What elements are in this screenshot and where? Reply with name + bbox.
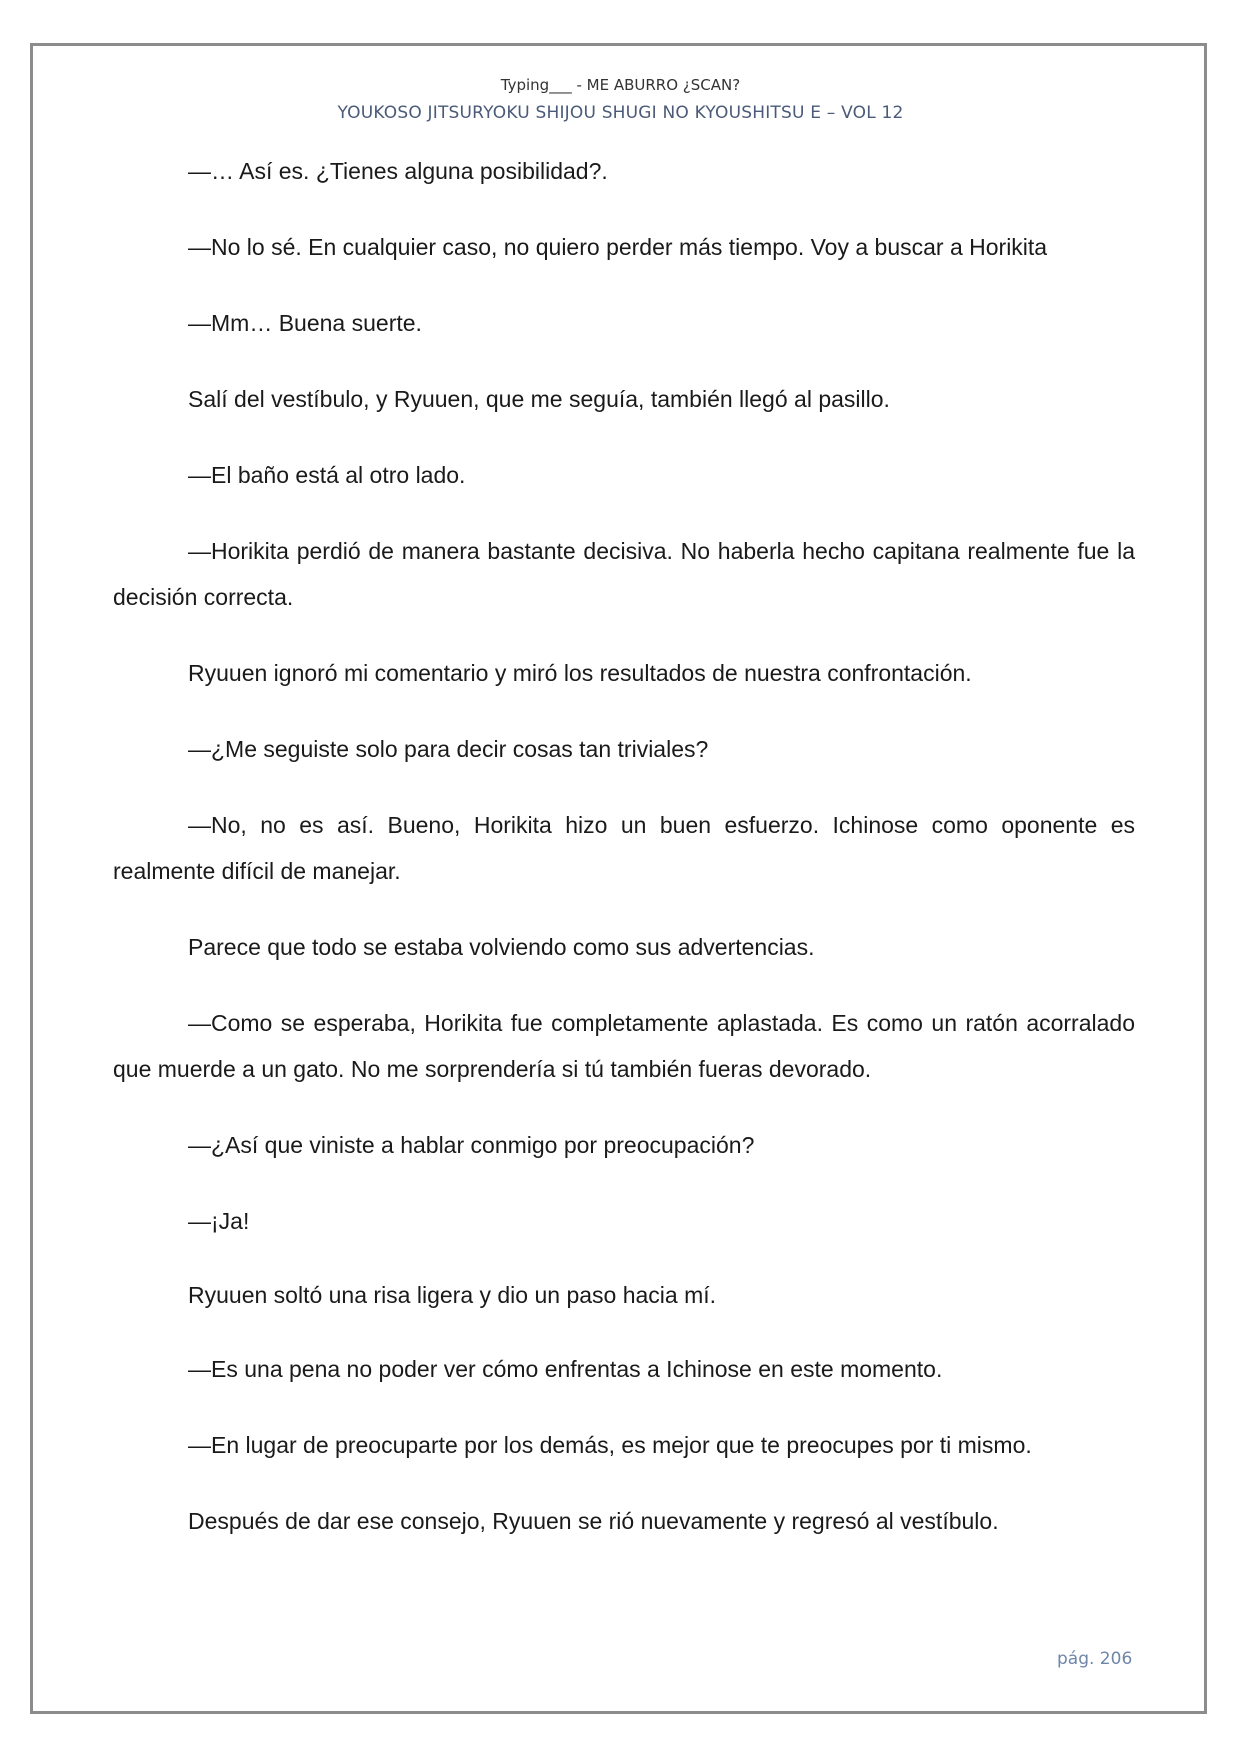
paragraph: —¿Me seguiste solo para decir cosas tan triviales?: [188, 736, 709, 762]
paragraph: —En lugar de preocuparte por los demás, es mejor que te preocupes por ti mismo.: [188, 1432, 1032, 1458]
paragraph: —… Así es. ¿Tienes alguna posibilidad?.: [188, 158, 608, 184]
paragraph: —Como se esperaba, Horikita fue completamente aplastada. Es como un ratón acorralado que muerde a un gato. No me sorprendería si tú también fueras devorado.: [113, 1010, 1135, 1082]
paragraph: —El baño está al otro lado.: [188, 462, 466, 488]
paragraph: —Es una pena no poder ver cómo enfrentas a Ichinose en este momento.: [188, 1356, 943, 1382]
page-number: pág. 206: [1057, 1649, 1133, 1669]
header-credit: Typing___ - ME ABURRO ¿SCAN?: [500, 76, 741, 94]
header-title: YOUKOSO JITSURYOKU SHIJOU SHUGI NO KYOUSHITSU E – VOL 12: [337, 103, 904, 123]
paragraph: —No lo sé. En cualquier caso, no quiero perder más tiempo. Voy a buscar a Horikita: [188, 234, 1048, 260]
paragraph: —Mm… Buena suerte.: [188, 310, 422, 336]
paragraph: Después de dar ese consejo, Ryuuen se rió nuevamente y regresó al vestíbulo.: [188, 1508, 999, 1534]
paragraph: —¡Ja!: [188, 1208, 250, 1234]
paragraph: Ryuuen ignoró mi comentario y miró los resultados de nuestra confrontación.: [188, 660, 972, 686]
paragraph: Ryuuen soltó una risa ligera y dio un paso hacia mí.: [188, 1282, 717, 1308]
paragraph: Salí del vestíbulo, y Ryuuen, que me seguía, también llegó al pasillo.: [188, 386, 890, 412]
paragraph: Parece que todo se estaba volviendo como sus advertencias.: [188, 934, 815, 960]
paragraph: —Horikita perdió de manera bastante decisiva. No haberla hecho capitana realmente fue la decisión correcta.: [113, 538, 1135, 610]
paragraph: —No, no es así. Bueno, Horikita hizo un buen esfuerzo. Ichinose como oponente es realmente difícil de manejar.: [113, 812, 1135, 884]
document-body: [113, 148, 1135, 1574]
paragraph: —¿Así que viniste a hablar conmigo por preocupación?: [188, 1132, 755, 1158]
